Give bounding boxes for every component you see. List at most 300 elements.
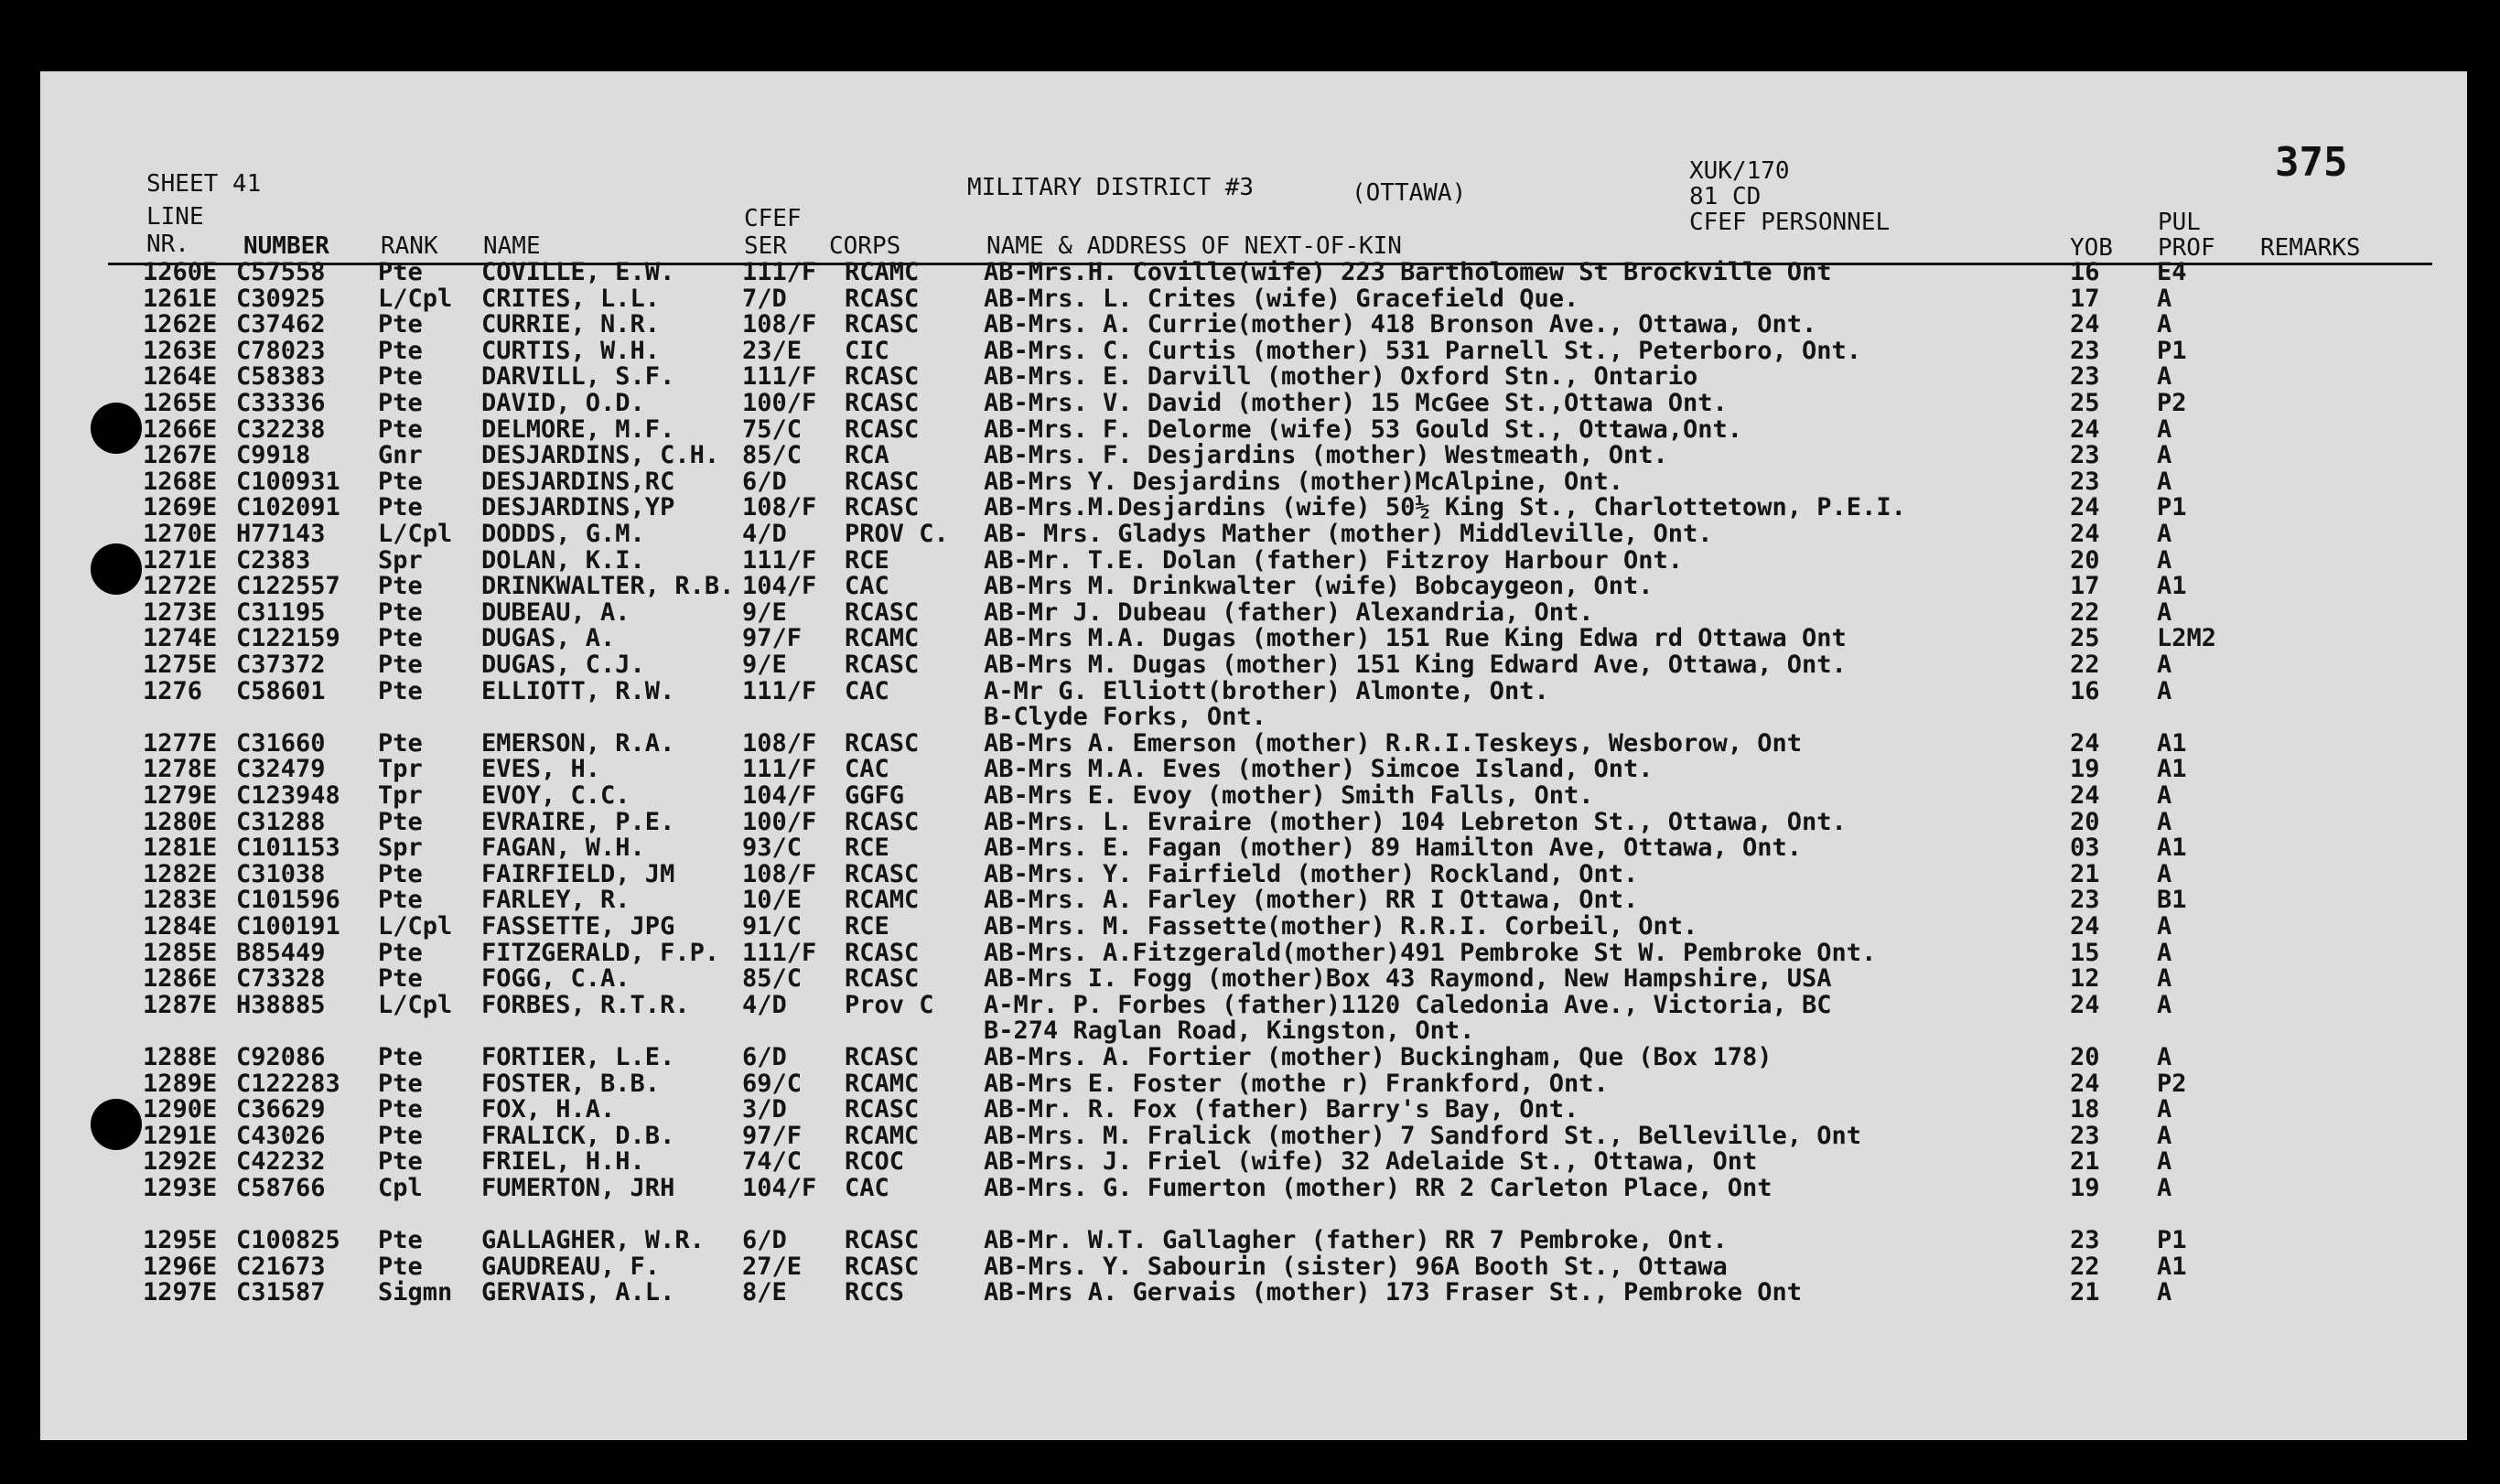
- year-of-birth-cell: 24: [2070, 520, 2100, 548]
- cfef-serial-cell: 8/E: [742, 1278, 787, 1307]
- pulhems-cell: A: [2157, 520, 2172, 548]
- cfef-serial-cell: 111/F: [742, 258, 817, 286]
- cfef-serial-cell: 4/D: [742, 990, 787, 1019]
- pulhems-cell: A: [2157, 1043, 2172, 1071]
- year-of-birth-cell: 19: [2070, 1174, 2100, 1202]
- year-of-birth-cell: 24: [2070, 414, 2100, 444]
- corps-cell: RCASC: [845, 1226, 920, 1255]
- next-of-kin-cell: AB-Mrs. L. Evraire (mother) 104 Lebreton St., Ottawa, Ont.: [984, 807, 1847, 836]
- service-number-cell: C2383: [236, 545, 311, 575]
- rank-cell: Pte: [378, 310, 423, 339]
- service-number-cell: H38885: [236, 990, 326, 1019]
- next-of-kin-cell: AB-Mrs. G. Fumerton (mother) RR 2 Carleton Place, Ont: [984, 1174, 1773, 1202]
- pulhems-cell: A1: [2157, 572, 2187, 601]
- corps-cell: RCAMC: [845, 258, 920, 286]
- next-of-kin-cell: AB-Mrs A. Emerson (mother) R.R.I.Teskeys, Wesborow, Ont: [984, 728, 1803, 758]
- line-number-cell: 1265E: [143, 389, 218, 417]
- service-number-cell: C101153: [236, 833, 340, 863]
- rank-cell: Pte: [378, 1095, 423, 1124]
- corps-cell: RCASC: [845, 310, 920, 339]
- corps-cell: RCASC: [845, 284, 920, 313]
- service-number-cell: C73328: [236, 964, 326, 994]
- cfef-serial-cell: 3/D: [742, 1095, 787, 1124]
- line-number-cell: 1267E: [143, 441, 218, 470]
- line-number-cell: 1290E: [143, 1095, 218, 1124]
- cfef-serial-cell: 108/F: [742, 728, 817, 758]
- service-number-cell: C58383: [236, 362, 326, 392]
- year-of-birth-cell: 20: [2070, 545, 2100, 575]
- year-of-birth-cell: 16: [2070, 676, 2100, 705]
- pulhems-cell: A: [2157, 781, 2172, 810]
- cfef-serial-cell: 9/E: [742, 597, 787, 627]
- corps-cell: RCASC: [845, 467, 920, 496]
- soldier-name-cell: CRITES, L.L.: [481, 284, 661, 313]
- rank-cell: Pte: [378, 389, 423, 417]
- year-of-birth-cell: 22: [2070, 1252, 2100, 1281]
- rank-cell: Cpl: [378, 1174, 423, 1202]
- page-number: 375: [2275, 139, 2348, 186]
- rank-cell: Pte: [378, 258, 423, 286]
- year-of-birth-cell: 24: [2070, 912, 2100, 941]
- year-of-birth-cell: 24: [2070, 728, 2100, 758]
- pulhems-cell: A: [2157, 597, 2172, 627]
- pulhems-cell: A: [2157, 938, 2172, 967]
- next-of-kin-cell: AB-Mrs. Y. Fairfield (mother) Rockland, Ont.: [984, 859, 1639, 888]
- next-of-kin-cell: AB-Mrs. F. Desjardins (mother) Westmeath, Ont.: [984, 441, 1668, 470]
- pulhems-cell: A: [2157, 414, 2172, 444]
- year-of-birth-cell: 21: [2070, 859, 2100, 888]
- year-of-birth-cell: 25: [2070, 389, 2100, 417]
- next-of-kin-cell: AB-Mrs M.A. Eves (mother) Simcoe Island, Ont.: [984, 755, 1654, 784]
- corps-cell: RCASC: [845, 389, 920, 417]
- rank-cell: Pte: [378, 728, 423, 758]
- corps-cell: RCASC: [845, 938, 920, 967]
- service-number-cell: C100931: [236, 467, 340, 496]
- cfef-serial-cell: 6/D: [742, 1043, 787, 1071]
- corps-cell: RCASC: [845, 493, 920, 522]
- next-of-kin-cell: AB-Mrs I. Fogg (mother)Box 43 Raymond, New Hampshire, USA: [984, 964, 1832, 994]
- pulhems-cell: P1: [2157, 336, 2187, 365]
- rank-cell: Pte: [378, 467, 423, 496]
- year-of-birth-cell: 23: [2070, 1121, 2100, 1150]
- corps-cell: RCE: [845, 833, 889, 863]
- service-number-cell: C122159: [236, 624, 340, 653]
- year-of-birth-cell: 24: [2070, 990, 2100, 1019]
- pulhems-cell: A: [2157, 1095, 2172, 1124]
- soldier-name-cell: FOX, H.A.: [481, 1095, 616, 1124]
- year-of-birth-cell: 23: [2070, 441, 2100, 470]
- next-of-kin-cell: AB-Mrs. A. Fortier (mother) Buckingham, Que (Box 178): [984, 1043, 1773, 1071]
- service-number-cell: C9918: [236, 441, 311, 470]
- next-of-kin-cell: AB-Mrs M. Dugas (mother) 151 King Edward Ave, Ottawa, Ont.: [984, 651, 1847, 679]
- next-of-kin-cell: A-Mr G. Elliott(brother) Almonte, Ont.: [984, 676, 1549, 705]
- next-of-kin-cell: AB-Mrs. F. Delorme (wife) 53 Gould St., Ottawa,Ont.: [984, 414, 1743, 444]
- pulhems-cell: A: [2157, 1121, 2172, 1150]
- rank-cell: Pte: [378, 336, 423, 365]
- corps-cell: RCASC: [845, 728, 920, 758]
- line-number-cell: 1287E: [143, 990, 218, 1019]
- corps-cell: CAC: [845, 676, 889, 705]
- corps-cell: RCAMC: [845, 886, 920, 915]
- col-number: NUMBER: [243, 232, 329, 260]
- pulhems-cell: A: [2157, 362, 2172, 392]
- soldier-name-cell: DESJARDINS, C.H.: [481, 441, 720, 470]
- col-next-of-kin: NAME & ADDRESS OF NEXT-OF-KIN: [986, 232, 1402, 260]
- rank-cell: Pte: [378, 624, 423, 653]
- pulhems-cell: B1: [2157, 886, 2187, 915]
- cfef-serial-cell: 100/F: [742, 807, 817, 836]
- line-number-cell: 1263E: [143, 336, 218, 365]
- year-of-birth-cell: 23: [2070, 886, 2100, 915]
- rank-cell: Pte: [378, 414, 423, 444]
- reference-line-2: 81 CD: [1689, 183, 1762, 210]
- rank-cell: Pte: [378, 807, 423, 836]
- cfef-serial-cell: 104/F: [742, 781, 817, 810]
- next-of-kin-cell: AB-Mrs. E. Fagan (mother) 89 Hamilton Ave, Ottawa, Ont.: [984, 833, 1803, 863]
- corps-cell: RCASC: [845, 362, 920, 392]
- col-cfef-top: CFEF: [744, 205, 802, 232]
- soldier-name-cell: ELLIOTT, R.W.: [481, 676, 675, 705]
- soldier-name-cell: EMERSON, R.A.: [481, 728, 675, 758]
- corps-cell: RCASC: [845, 651, 920, 679]
- rank-cell: L/Cpl: [378, 520, 453, 548]
- pulhems-cell: A: [2157, 467, 2172, 496]
- year-of-birth-cell: 12: [2070, 964, 2100, 994]
- soldier-name-cell: GAUDREAU, F.: [481, 1252, 661, 1281]
- soldier-name-cell: GALLAGHER, W.R.: [481, 1226, 705, 1255]
- pulhems-cell: A: [2157, 859, 2172, 888]
- line-number-cell: 1274E: [143, 624, 218, 653]
- reference-line-3: CFEF PERSONNEL: [1689, 209, 1891, 236]
- next-of-kin-cell: AB-Mr. R. Fox (father) Barry's Bay, Ont.: [984, 1095, 1579, 1124]
- line-number-cell: 1270E: [143, 520, 218, 548]
- line-number-cell: 1269E: [143, 493, 218, 522]
- cfef-serial-cell: 7/D: [742, 284, 787, 313]
- year-of-birth-cell: 19: [2070, 755, 2100, 784]
- corps-cell: RCASC: [845, 807, 920, 836]
- year-of-birth-cell: 24: [2070, 493, 2100, 522]
- pulhems-cell: A1: [2157, 1252, 2187, 1281]
- soldier-name-cell: EVES, H.: [481, 755, 601, 784]
- line-number-cell: 1279E: [143, 781, 218, 810]
- service-number-cell: C57558: [236, 258, 326, 286]
- line-number-cell: 1280E: [143, 807, 218, 836]
- pulhems-cell: A: [2157, 964, 2172, 994]
- soldier-name-cell: EVRAIRE, P.E.: [481, 807, 675, 836]
- line-number-cell: 1297E: [143, 1278, 218, 1307]
- line-number-cell: 1292E: [143, 1147, 218, 1177]
- rank-cell: Gnr: [378, 441, 423, 470]
- corps-cell: RCASC: [845, 1252, 920, 1281]
- corps-cell: RCCS: [845, 1278, 905, 1307]
- soldier-name-cell: CURTIS, W.H.: [481, 336, 661, 365]
- year-of-birth-cell: 22: [2070, 597, 2100, 627]
- col-rank: RANK: [381, 232, 438, 260]
- pulhems-cell: A1: [2157, 755, 2187, 784]
- next-of-kin-cell: AB-Mrs. A.Fitzgerald(mother)491 Pembroke St W. Pembroke Ont.: [984, 938, 1877, 967]
- year-of-birth-cell: 17: [2070, 572, 2100, 601]
- pulhems-cell: E4: [2157, 258, 2187, 286]
- line-number-cell: 1291E: [143, 1121, 218, 1150]
- soldier-name-cell: DRINKWALTER, R.B.: [481, 572, 735, 601]
- pulhems-cell: A1: [2157, 728, 2187, 758]
- line-number-cell: 1288E: [143, 1043, 218, 1071]
- corps-cell: RCASC: [845, 597, 920, 627]
- soldier-name-cell: DUBEAU, A.: [481, 597, 630, 627]
- service-number-cell: C122283: [236, 1069, 340, 1098]
- next-of-kin-cell: B-274 Raglan Road, Kingston, Ont.: [984, 1016, 1475, 1046]
- service-number-cell: C102091: [236, 493, 340, 522]
- service-number-cell: C31587: [236, 1278, 326, 1307]
- rank-cell: Spr: [378, 545, 423, 575]
- service-number-cell: B85449: [236, 938, 326, 967]
- year-of-birth-cell: 23: [2070, 467, 2100, 496]
- rank-cell: L/Cpl: [378, 912, 453, 941]
- rank-cell: Pte: [378, 676, 423, 705]
- next-of-kin-cell: AB-Mrs. J. Friel (wife) 32 Adelaide St., Ottawa, Ont: [984, 1147, 1758, 1177]
- document-title: MILITARY DISTRICT #3: [967, 174, 1255, 201]
- corps-cell: RCASC: [845, 859, 920, 888]
- col-cfef-bottom: SER: [744, 232, 787, 260]
- year-of-birth-cell: 20: [2070, 1043, 2100, 1071]
- service-number-cell: C58766: [236, 1174, 326, 1202]
- soldier-name-cell: FRIEL, H.H.: [481, 1147, 645, 1177]
- line-number-cell: 1266E: [143, 414, 218, 444]
- next-of-kin-cell: AB-Mrs. L. Crites (wife) Gracefield Que.: [984, 284, 1579, 313]
- next-of-kin-cell: AB-Mrs. E. Darvill (mother) Oxford Stn., Ontario: [984, 362, 1698, 392]
- next-of-kin-cell: AB-Mrs. A. Farley (mother) RR I Ottawa, Ont.: [984, 886, 1639, 915]
- rank-cell: Sigmn: [378, 1278, 453, 1307]
- line-number-cell: 1272E: [143, 572, 218, 601]
- service-number-cell: C32238: [236, 414, 326, 444]
- rank-cell: L/Cpl: [378, 284, 453, 313]
- pulhems-cell: A: [2157, 310, 2172, 339]
- cfef-serial-cell: 97/F: [742, 1121, 803, 1150]
- rank-cell: Pte: [378, 651, 423, 679]
- pulhems-cell: A: [2157, 1147, 2172, 1177]
- soldier-name-cell: FASSETTE, JPG: [481, 912, 675, 941]
- service-number-cell: C31288: [236, 807, 326, 836]
- year-of-birth-cell: 23: [2070, 1226, 2100, 1255]
- soldier-name-cell: DESJARDINS,RC: [481, 467, 675, 496]
- next-of-kin-cell: AB-Mr. W.T. Gallagher (father) RR 7 Pembroke, Ont.: [984, 1226, 1728, 1255]
- line-number-cell: 1281E: [143, 833, 218, 863]
- cfef-serial-cell: 4/D: [742, 520, 787, 548]
- corps-cell: CAC: [845, 755, 889, 784]
- service-number-cell: C58601: [236, 676, 326, 705]
- line-number-cell: 1275E: [143, 651, 218, 679]
- cfef-serial-cell: 27/E: [742, 1252, 803, 1281]
- year-of-birth-cell: 22: [2070, 651, 2100, 679]
- line-number-cell: 1273E: [143, 597, 218, 627]
- pulhems-cell: A1: [2157, 833, 2187, 863]
- cfef-serial-cell: 111/F: [742, 755, 817, 784]
- line-number-cell: 1271E: [143, 545, 218, 575]
- pulhems-cell: A: [2157, 284, 2172, 313]
- cfef-serial-cell: 108/F: [742, 859, 817, 888]
- next-of-kin-cell: AB-Mrs. M. Fralick (mother) 7 Sandford St., Belleville, Ont: [984, 1121, 1862, 1150]
- cfef-serial-cell: 111/F: [742, 938, 817, 967]
- soldier-name-cell: FUMERTON, JRH: [481, 1174, 675, 1202]
- cfef-serial-cell: 104/F: [742, 572, 817, 601]
- service-number-cell: C122557: [236, 572, 340, 601]
- soldier-name-cell: FORTIER, L.E.: [481, 1043, 675, 1071]
- rank-cell: Spr: [378, 833, 423, 863]
- soldier-name-cell: GERVAIS, A.L.: [481, 1278, 675, 1307]
- next-of-kin-cell: AB-Mrs. C. Curtis (mother) 531 Parnell St., Peterboro, Ont.: [984, 336, 1862, 365]
- next-of-kin-cell: AB-Mrs.M.Desjardins (wife) 50½ King St., Charlottetown, P.E.I.: [984, 493, 1906, 522]
- rank-cell: Pte: [378, 886, 423, 915]
- service-number-cell: C92086: [236, 1043, 326, 1071]
- line-number-cell: 1268E: [143, 467, 218, 496]
- year-of-birth-cell: 24: [2070, 1069, 2100, 1098]
- cfef-serial-cell: 111/F: [742, 676, 817, 705]
- soldier-name-cell: DARVILL, S.F.: [481, 362, 675, 392]
- soldier-name-cell: EVOY, C.C.: [481, 781, 630, 810]
- next-of-kin-cell: AB-Mrs M. Drinkwalter (wife) Bobcaygeon, Ont.: [984, 572, 1654, 601]
- year-of-birth-cell: 17: [2070, 284, 2100, 313]
- service-number-cell: C31038: [236, 859, 326, 888]
- line-number-cell: 1261E: [143, 284, 218, 313]
- cfef-serial-cell: 10/E: [742, 886, 803, 915]
- rank-cell: Pte: [378, 1226, 423, 1255]
- soldier-name-cell: DUGAS, C.J.: [481, 651, 645, 679]
- year-of-birth-cell: 20: [2070, 807, 2100, 836]
- next-of-kin-cell: B-Clyde Forks, Ont.: [984, 703, 1266, 732]
- pulhems-cell: A: [2157, 651, 2172, 679]
- punch-hole-1: [91, 403, 142, 454]
- corps-cell: CIC: [845, 336, 889, 365]
- soldier-name-cell: FOGG, C.A.: [481, 964, 630, 994]
- rank-cell: Pte: [378, 572, 423, 601]
- rank-cell: Pte: [378, 1121, 423, 1150]
- line-number-cell: 1284E: [143, 912, 218, 941]
- rank-cell: Pte: [378, 1069, 423, 1098]
- col-line-bottom: NR.: [146, 231, 189, 258]
- corps-cell: GGFG: [845, 781, 905, 810]
- service-number-cell: C123948: [236, 781, 340, 810]
- corps-cell: RCE: [845, 912, 889, 941]
- service-number-cell: C31195: [236, 597, 326, 627]
- cfef-serial-cell: 100/F: [742, 389, 817, 417]
- rank-cell: Pte: [378, 938, 423, 967]
- next-of-kin-cell: AB-Mrs. V. David (mother) 15 McGee St.,Ottawa Ont.: [984, 389, 1728, 417]
- service-number-cell: C32479: [236, 755, 326, 784]
- year-of-birth-cell: 23: [2070, 336, 2100, 365]
- corps-cell: RCAMC: [845, 1069, 920, 1098]
- service-number-cell: C43026: [236, 1121, 326, 1150]
- line-number-cell: 1282E: [143, 859, 218, 888]
- soldier-name-cell: DOLAN, K.I.: [481, 545, 645, 575]
- cfef-serial-cell: 74/C: [742, 1147, 803, 1177]
- service-number-cell: C37462: [236, 310, 326, 339]
- corps-cell: RCE: [845, 545, 889, 575]
- service-number-cell: C37372: [236, 651, 326, 679]
- corps-cell: Prov C: [845, 990, 934, 1019]
- soldier-name-cell: FAIRFIELD, JM: [481, 859, 675, 888]
- next-of-kin-cell: A-Mr. P. Forbes (father)1120 Caledonia Ave., Victoria, BC: [984, 990, 1832, 1019]
- col-pul-bottom: PROF: [2158, 234, 2215, 262]
- year-of-birth-cell: 24: [2070, 781, 2100, 810]
- rank-cell: Pte: [378, 1147, 423, 1177]
- service-number-cell: C101596: [236, 886, 340, 915]
- service-number-cell: C78023: [236, 336, 326, 365]
- next-of-kin-cell: AB-Mrs. A. Currie(mother) 418 Bronson Ave., Ottawa, Ont.: [984, 310, 1817, 339]
- punch-hole-3: [91, 1099, 142, 1150]
- service-number-cell: C42232: [236, 1147, 326, 1177]
- cfef-serial-cell: 85/C: [742, 964, 803, 994]
- pulhems-cell: A: [2157, 676, 2172, 705]
- service-number-cell: C100191: [236, 912, 340, 941]
- corps-cell: CAC: [845, 1174, 889, 1202]
- cfef-serial-cell: 6/D: [742, 1226, 787, 1255]
- line-number-cell: 1278E: [143, 755, 218, 784]
- sheet-label: SHEET 41: [146, 170, 262, 198]
- col-line-top: LINE: [146, 203, 204, 231]
- year-of-birth-cell: 25: [2070, 624, 2100, 653]
- pulhems-cell: A: [2157, 1174, 2172, 1202]
- corps-cell: RCASC: [845, 964, 920, 994]
- year-of-birth-cell: 16: [2070, 258, 2100, 286]
- next-of-kin-cell: AB-Mrs A. Gervais (mother) 173 Fraser St., Pembroke Ont: [984, 1278, 1803, 1307]
- corps-cell: RCASC: [845, 414, 920, 444]
- corps-cell: RCAMC: [845, 1121, 920, 1150]
- line-number-cell: 1277E: [143, 728, 218, 758]
- year-of-birth-cell: 18: [2070, 1095, 2100, 1124]
- soldier-name-cell: DAVID, O.D.: [481, 389, 645, 417]
- rank-cell: Tpr: [378, 755, 423, 784]
- year-of-birth-cell: 15: [2070, 938, 2100, 967]
- col-corps: CORPS: [829, 232, 901, 260]
- next-of-kin-cell: AB-Mrs. Y. Sabourin (sister) 96A Booth St., Ottawa: [984, 1252, 1728, 1281]
- pulhems-cell: A: [2157, 545, 2172, 575]
- soldier-name-cell: DUGAS, A.: [481, 624, 616, 653]
- cfef-serial-cell: 85/C: [742, 441, 803, 470]
- pulhems-cell: A: [2157, 1278, 2172, 1307]
- next-of-kin-cell: AB-Mrs. M. Fassette(mother) R.R.I. Corbeil, Ont.: [984, 912, 1698, 941]
- rank-cell: Pte: [378, 493, 423, 522]
- next-of-kin-cell: AB- Mrs. Gladys Mather (mother) Middleville, Ont.: [984, 520, 1713, 548]
- line-number-cell: 1285E: [143, 938, 218, 967]
- cfef-serial-cell: 91/C: [742, 912, 803, 941]
- next-of-kin-cell: AB-Mrs M.A. Dugas (mother) 151 Rue King Edwa rd Ottawa Ont: [984, 624, 1847, 653]
- pulhems-cell: P2: [2157, 389, 2187, 417]
- cfef-serial-cell: 6/D: [742, 467, 787, 496]
- col-remarks: REMARKS: [2260, 234, 2361, 262]
- line-number-cell: 1286E: [143, 964, 218, 994]
- corps-cell: RCA: [845, 441, 889, 470]
- year-of-birth-cell: 24: [2070, 310, 2100, 339]
- line-number-cell: 1289E: [143, 1069, 218, 1098]
- cfef-serial-cell: 9/E: [742, 651, 787, 679]
- rank-cell: Pte: [378, 1043, 423, 1071]
- cfef-serial-cell: 69/C: [742, 1069, 803, 1098]
- line-number-cell: 1262E: [143, 310, 218, 339]
- year-of-birth-cell: 03: [2070, 833, 2100, 863]
- service-number-cell: C21673: [236, 1252, 326, 1281]
- year-of-birth-cell: 21: [2070, 1278, 2100, 1307]
- next-of-kin-cell: AB-Mrs E. Evoy (mother) Smith Falls, Ont.: [984, 781, 1594, 810]
- year-of-birth-cell: 23: [2070, 362, 2100, 392]
- cfef-serial-cell: 108/F: [742, 493, 817, 522]
- line-number-cell: 1283E: [143, 886, 218, 915]
- soldier-name-cell: COVILLE, E.W.: [481, 258, 675, 286]
- rank-cell: Pte: [378, 362, 423, 392]
- soldier-name-cell: FAGAN, W.H.: [481, 833, 645, 863]
- corps-cell: RCOC: [845, 1147, 905, 1177]
- reference-line-1: XUK/170: [1689, 157, 1790, 185]
- pulhems-cell: L2M2: [2157, 624, 2217, 653]
